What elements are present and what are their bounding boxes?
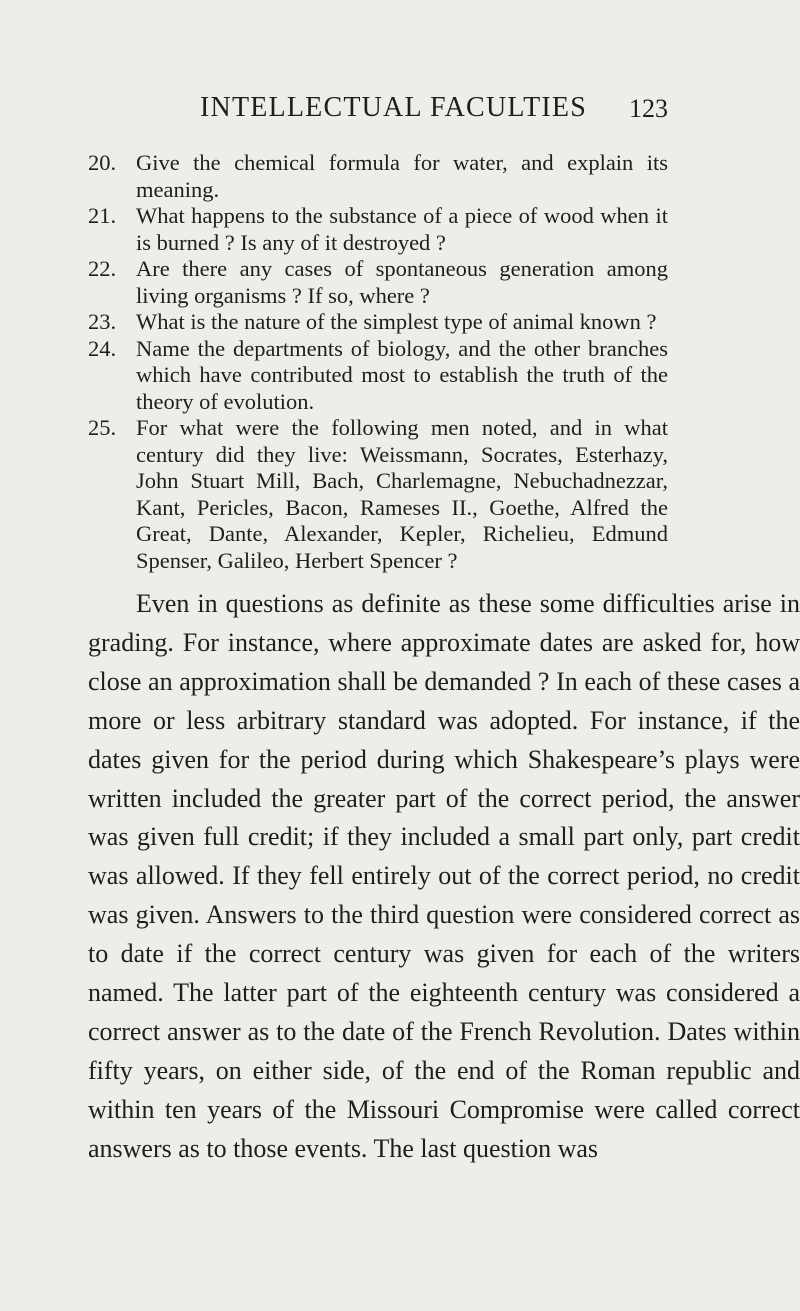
question-text: What is the nature of the simplest type of animal known ? bbox=[136, 309, 657, 334]
question-item bbox=[88, 309, 668, 336]
question-number: 24. bbox=[88, 335, 117, 361]
question-text: For what were the following men noted, and in what century did they live: Weissmann, Socrates, Esterhazy, John Stuart Mill, Bach, Charlemagne, Nebuchadnezzar, Kant, Pericles, Bacon, Rameses II., Goethe, Alfred the Great, Dante, Alexander, Kepler, Richelieu, Edmund Spenser, Galileo, Herbert Spencer ? bbox=[136, 415, 668, 573]
question-item bbox=[88, 150, 668, 203]
question-item bbox=[88, 203, 668, 256]
question-number: 21. bbox=[88, 203, 117, 228]
question-text: Name the departments of biology, and the other branches which have contributed most to establish the truth of the theory of evolution. bbox=[136, 335, 668, 414]
running-title: INTELLECTUAL FACULTIES bbox=[200, 92, 587, 123]
question-item bbox=[88, 336, 668, 416]
question-text: Give the chemical formula for water, and explain its meaning. bbox=[136, 150, 668, 202]
question-item bbox=[88, 415, 668, 574]
running-head bbox=[200, 92, 668, 132]
question-text: Are there any cases of spontaneous generation among living organisms ? If so, where ? bbox=[136, 256, 668, 308]
page-number: 123 bbox=[629, 94, 668, 123]
question-number: 23. bbox=[88, 309, 117, 334]
question-number: 20. bbox=[88, 150, 117, 175]
question-text: What happens to the substance of a piece of wood when it is burned ? Is any of it destroyed ? bbox=[136, 203, 668, 255]
question-item bbox=[88, 256, 668, 309]
question-number: 25. bbox=[88, 415, 117, 440]
question-list bbox=[88, 150, 668, 574]
question-number: 22. bbox=[88, 256, 117, 281]
body-paragraph: Even in questions as definite as these some difficulties arise in grading. For instance, where approximate dates are asked for, how close an approximation shall be demanded ? In each of these cases a more or less arbitrary standard was adopted. For instance, if the dates given for the period during which Shakespeare’s plays were written included the greater part of the correct period, the answer was given full credit; if they included a small part only, part credit was allowed. If they fell entirely out of the correct period, no credit was given. Answers to the third question were considered correct as to date if the correct century was given for each of the writers named. The latter part of the eighteenth century was considered a correct answer as to the date of the French Revolution. Dates within fifty years, on either side, of the end of the Roman republic and within ten years of the Missouri Compromise were called correct answers as to those events. The last question was bbox=[88, 589, 800, 1163]
